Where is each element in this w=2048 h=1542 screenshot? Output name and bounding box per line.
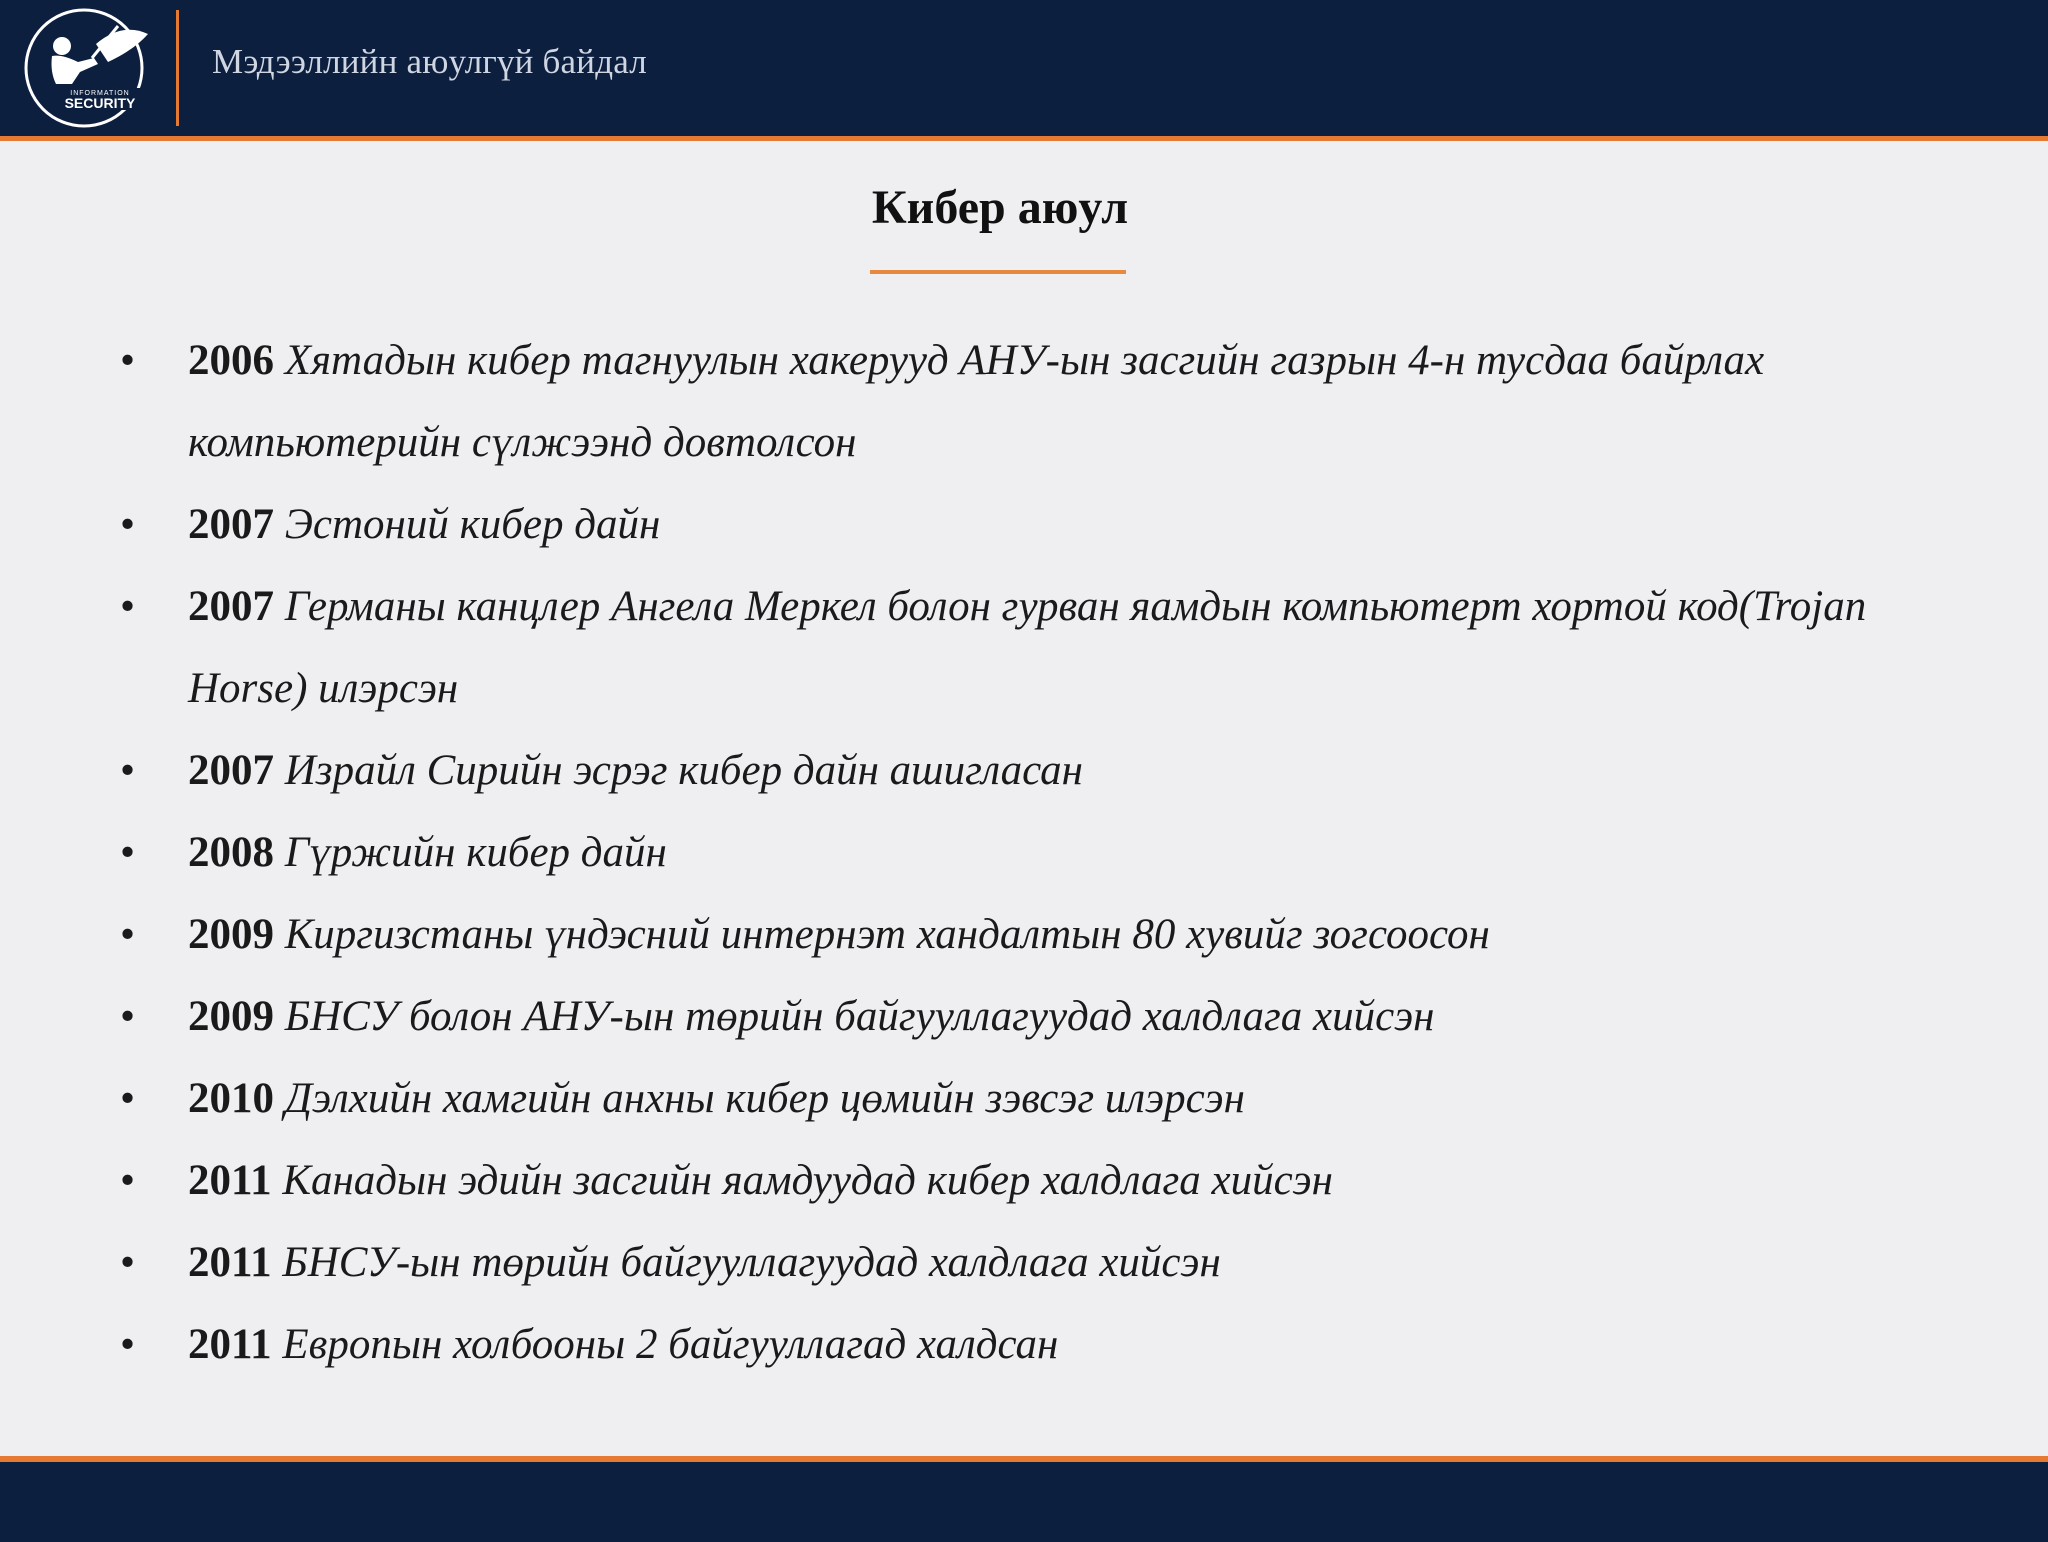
event-description: Гүржийн кибер дайн [284, 829, 667, 876]
header-title: Мэдээллийн аюулгүй байдал [212, 42, 647, 81]
event-year: 2009 [188, 993, 274, 1040]
event-description: Германы канцлер Ангела Меркел болон гурван яамдын компьютерт хортой код(Trojan Horse) илэрсэн [188, 583, 1867, 712]
event-description: Дэлхийн хамгийн анхны кибер цөмийн зэвсэг илэрсэн [284, 1075, 1245, 1122]
event-year: 2010 [188, 1075, 274, 1122]
bullet: • [120, 1239, 136, 1286]
event-year: 2011 [188, 1157, 272, 1204]
bullet: • [120, 911, 136, 958]
list-item [120, 566, 1940, 730]
event-year: 2011 [188, 1321, 272, 1368]
list-item [120, 730, 1940, 812]
title-underline [870, 270, 1126, 274]
logo-text-bottom: SECURITY [64, 95, 136, 111]
footer-bar [0, 1456, 2048, 1542]
bullet: • [120, 1075, 136, 1122]
list-item [120, 1304, 1940, 1386]
event-year: 2007 [188, 747, 274, 794]
bullet: • [120, 829, 136, 876]
logo-text-top: INFORMATION [70, 90, 130, 97]
bullet: • [120, 501, 136, 548]
event-description: Эстоний кибер дайн [284, 501, 661, 548]
bullet: • [120, 1321, 136, 1368]
event-year: 2007 [188, 501, 274, 548]
bullet: • [120, 747, 136, 794]
list-item [120, 1222, 1940, 1304]
header-bar [0, 0, 2048, 141]
bullet: • [120, 993, 136, 1040]
event-year: 2006 [188, 337, 274, 384]
event-description: Канадын эдийн засгийн яамдуудад кибер халдлага хийсэн [282, 1157, 1333, 1204]
security-logo-icon [22, 4, 154, 128]
event-list [120, 320, 1940, 1386]
slide-title: Кибер аюул [871, 181, 1129, 234]
list-item [120, 812, 1940, 894]
header-divider [176, 10, 179, 126]
list-item [120, 1140, 1940, 1222]
event-description: Киргизстаны үндэсний интернэт хандалтын 80 хувийг зогсоосон [284, 911, 1490, 958]
event-year: 2009 [188, 911, 274, 958]
event-description: Хятадын кибер тагнуулын хакерууд АНУ-ын засгийн газрын 4-н тусдаа байрлах компьютерийн сүлжээнд довтолсон [188, 337, 1765, 466]
bullet: • [120, 1157, 136, 1204]
event-description: БНСУ-ын төрийн байгууллагуудад халдлага хийсэн [282, 1239, 1221, 1286]
event-description: Европын холбооны 2 байгууллагад халдсан [282, 1321, 1059, 1368]
event-year: 2007 [188, 583, 274, 630]
list-item [120, 484, 1940, 566]
list-item [120, 1058, 1940, 1140]
bullet: • [120, 337, 136, 384]
bullet: • [120, 583, 136, 630]
event-year: 2011 [188, 1239, 272, 1286]
event-description: Израйл Сирийн эсрэг кибер дайн ашигласан [284, 747, 1083, 794]
event-year: 2008 [188, 829, 274, 876]
list-item [120, 976, 1940, 1058]
event-description: БНСУ болон АНУ-ын төрийн байгууллагуудад халдлага хийсэн [284, 993, 1435, 1040]
list-item [120, 320, 1940, 484]
list-item [120, 894, 1940, 976]
